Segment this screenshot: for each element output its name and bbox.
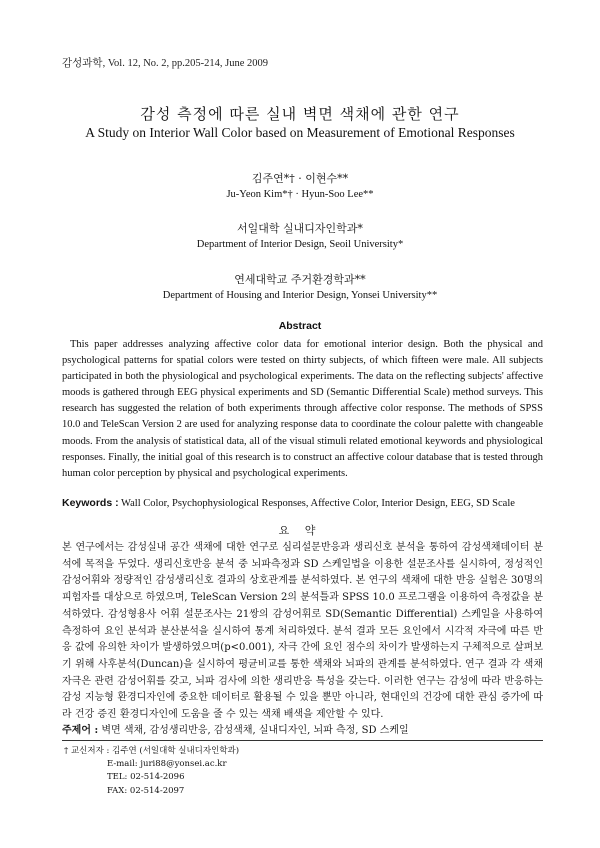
affiliation2-korean: 연세대학교 주거환경학과** [234,273,366,286]
abstract-text: This paper addresses analyzing affective color data for emotional interior design. Both the physical and psychological patterns for spatial colors were tested on thirty subjects, of which fifteen were male. All subjects participated in both the physiological and psychological experiments. The data on the reflecting subjects' affective moods is gathered through EEG physical experiments and SD (Semantic Differential Scale) method surveys. This research has suggested the relation of both experiments through affective color response. The methods of SPSS 10.0 and TeleScan Version 2 are used for analyzing response data to coordinate the colour palette with changeable moods. From the analysis of statistical data, all of the visual stimuli related emotional keywords and physiological responses. Finally, the initial goal of this research is to construct an affective colour database that is tested through human color perception by physical and psychological experiments. [62,339,543,479]
affiliation1-korean: 서일대학 실내디자인학과* [237,222,363,235]
korean-keywords-list: 벽면 색채, 감성생리반응, 감성색채, 실내디자인, 뇌파 측정, SD 스케일 [101,725,409,736]
keywords-list: Wall Color, Psychophysiological Responses, Affective Color, Interior Design, EEG, SD Scale [121,498,515,509]
summary-heading: 요 약 [278,524,322,537]
affiliation1-english: Department of Interior Design, Seoil University* [196,239,404,250]
korean-keywords-line [62,721,543,736]
affiliation2-english: Department of Housing and Interior Design, Yonsei University** [162,290,438,301]
title-english: A Study on Interior Wall Color based on Measurement of Emotional Responses [85,125,515,140]
korean-keywords-label: 주제어 : [62,725,99,736]
author-email: E-mail: juri88@yonsei.ac.kr [107,759,227,770]
footnote [64,745,239,798]
summary-text: 본 연구에서는 감성실내 공간 색채에 대한 연구로 심리설문반응과 생리신호 분석을 통하여 감성색채데이터 분석에 목적을 두었다. 생리신호반응 분석 중 뇌파측정과 SD 스케일법을 이용한 설문조사를 실시하여, 정성적인 감성어휘와 정량적인 감성생리신호 결과의 상호관계를 분석하였다. 본 연구의 색채에 대한 반응 실험은 30명의 피험자를 대상으로 하였으며, TeleScan Version 2의 분석틀과 SPSS 10.0 프로그램을 이용하여 측정값을 분석하였다. 감성형용사 어휘 설문조사는 21쌍의 감성어휘로 SD(Semantic Differential) 스케일을 사용하여 측정하여 요인 분석과 분산분석을 실시하여 통계 처리하였다. 분석 결과 모든 요인에서 시각적 자극에 따른 반응 값에 유의한 차이가 발생하였으며(p<0.001), 자극 간에 요인 점수의 차이가 발생하는지 구체적으로 살펴보기 위해 사후분석(Duncan)을 실시하여 평균비교를 통한 색채와 뇌파의 관계를 분석하였다. 연구 결과 각 색채 자극은 관련 감성어휘를 갖고, 뇌파 검사에 의한 생리반응 특성을 갖는다. 이러한 연구는 감성에 따라 반응하는 감성 지능형 환경디자인에 중요한 데이터로 활용될 수 있을 뿐만 아니라, 현대인의 건강에 대한 관심 증가에 따라 건강 증진 환경디자인에 도움을 줄 수 있는 색채 배색을 제안할 수 있다. [62,542,543,721]
author-fax: FAX: 02-514-2097 [107,785,185,796]
keywords-line [62,497,543,509]
journal-citation: 감성과학, Vol. 12, No. 2, pp.205-214, June 2009 [62,58,269,69]
authors-english: Ju-Yeon Kim*† · Hyun-Soo Lee** [226,189,374,200]
author-tel: TEL: 02-514-2096 [107,772,185,783]
keywords-label: Keywords : [62,497,119,509]
title-korean: 감성 측정에 따른 실내 벽면 색채에 관한 연구 [140,105,460,123]
footnote-divider [62,740,543,741]
authors-korean: 김주연*† · 이현수** [251,172,349,185]
corresponding-author: † 교신저자 : 김주연 (서일대학 실내디자인학과) [64,746,240,756]
abstract-heading: Abstract [278,320,322,332]
